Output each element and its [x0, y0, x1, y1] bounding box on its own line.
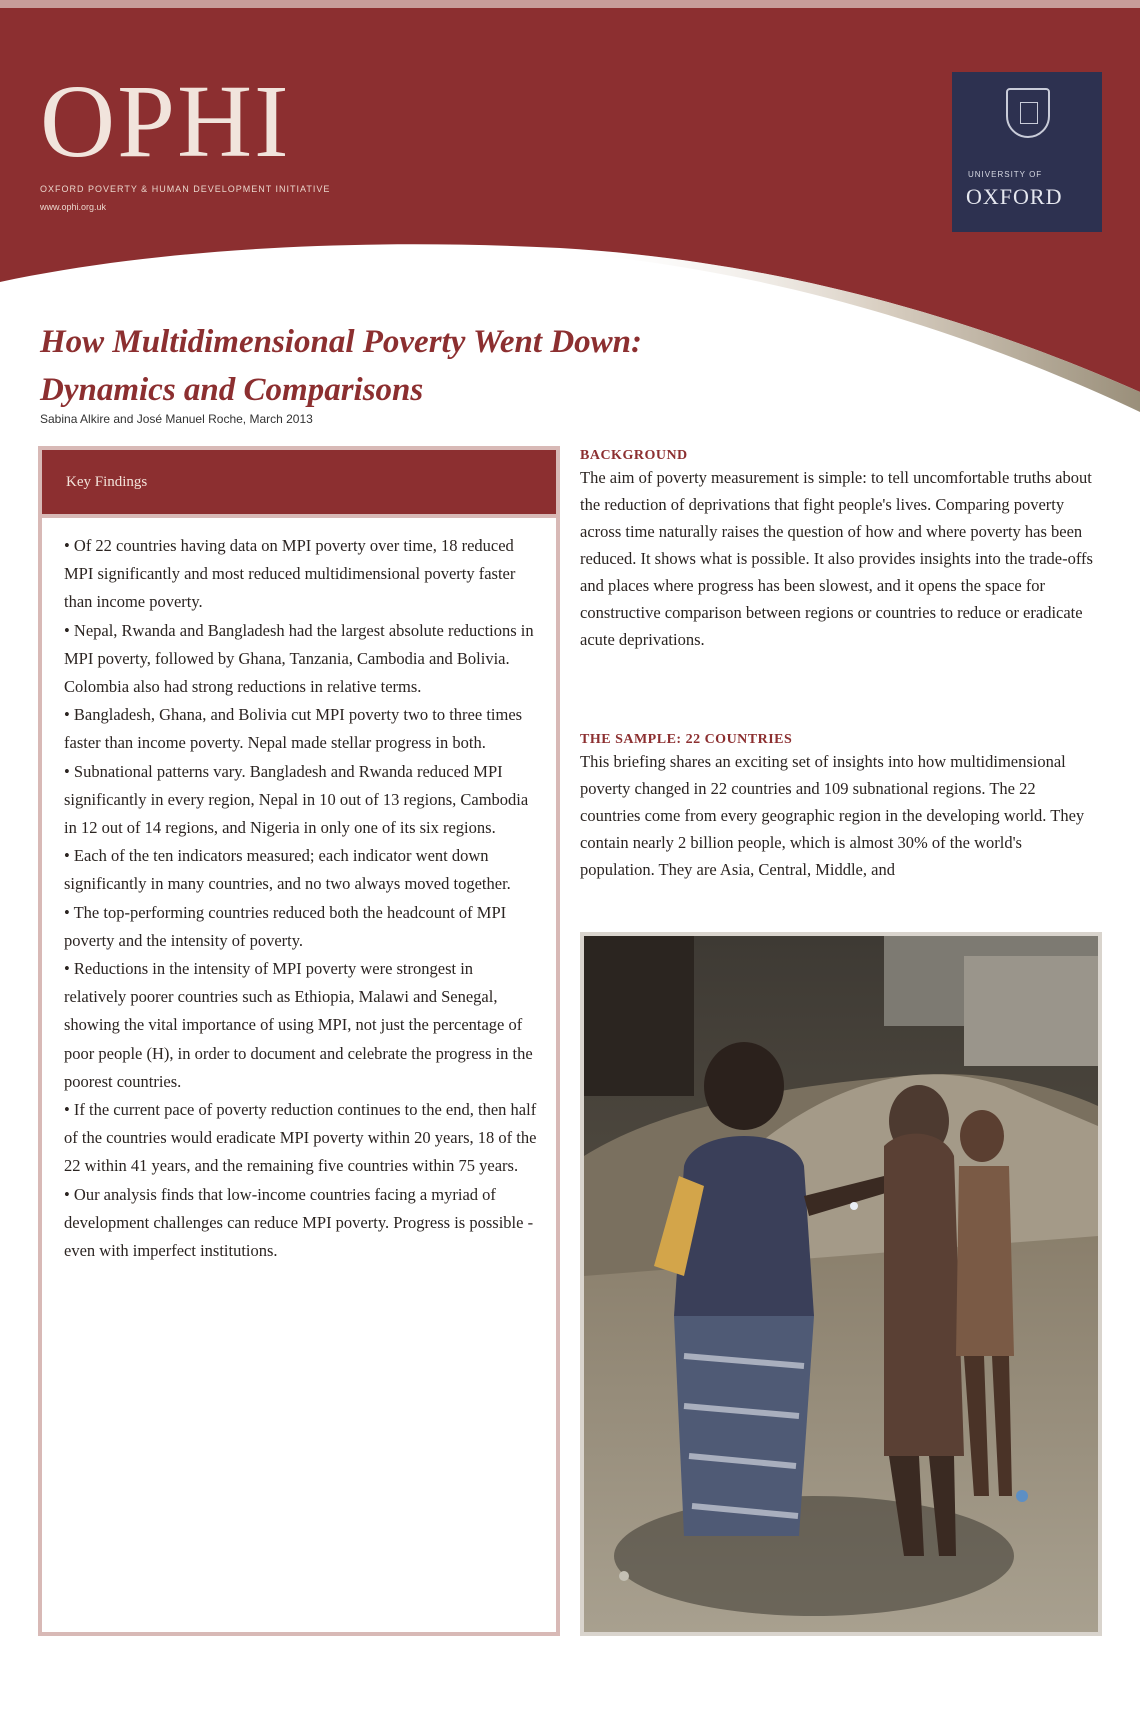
- sample-text: This briefing shares an exciting set of insights into how multidimensional poverty changed in 22 countries and 109 subnational regions. The 22 countries come from every geographic region in the developing world. They contain nearly 2 billion people, which is almost 30% of the world's population. They are Asia, Central, Middle, and: [580, 752, 1085, 879]
- key-findings-heading: Key Findings: [42, 450, 556, 518]
- key-findings-box: [38, 446, 560, 1636]
- background-section: [580, 448, 1100, 653]
- brand-subtitle: OXFORD POVERTY & HUMAN DEVELOPMENT INITIATIVE: [40, 184, 331, 194]
- background-text: The aim of poverty measurement is simple: to tell uncomfortable truths about the reduction of deprivations that fight people's lives. Comparing poverty across time naturally raises the question of how and where poverty has been reduced. It shows what is possible. It also provides insights into the trade-offs and places where progress has been slowest, and it opens the space for constructive comparison between regions or countries to reduce or eradicate acute deprivations.: [580, 468, 1093, 649]
- finding-item: • If the current pace of poverty reduction continues to the end, then half of the countries would eradicate MPI poverty within 20 years, 18 of the 22 within 41 years, and the remaining five countries within 75 years.: [64, 1100, 537, 1176]
- finding-item: • Each of the ten indicators measured; each indicator went down significantly in many countries, and no two always moved together.: [64, 846, 511, 894]
- finding-item: • Subnational patterns vary. Bangladesh and Rwanda reduced MPI significantly in every region, Nepal in 10 out of 13 regions, Cambodia in 12 out of 14 regions, and Nigeria in only one of its six regions.: [64, 761, 529, 838]
- authors-line: Sabina Alkire and José Manuel Roche, March 2013: [40, 412, 313, 426]
- document-title: How Multidimensional Poverty Went Down: Dynamics and Comparisons: [40, 324, 643, 408]
- photo-illustration: [584, 936, 1098, 1632]
- brand-name: OPHI: [40, 64, 291, 179]
- brand-url[interactable]: www.ophi.org.uk: [40, 202, 107, 212]
- finding-item: • The top-performing countries reduced both the headcount of MPI poverty and the intensity of poverty.: [64, 902, 507, 950]
- sample-heading: THE SAMPLE: 22 COUNTRIES: [580, 732, 793, 747]
- key-findings-list: [42, 518, 556, 1265]
- ophi-logo[interactable]: [40, 64, 331, 212]
- sample-section: [580, 732, 1100, 912]
- children-photo: [580, 932, 1102, 1636]
- finding-item: • Of 22 countries having data on MPI poverty over time, 18 reduced MPI significantly and most reduced multidimensional poverty faster than income poverty.: [64, 536, 516, 612]
- university-line: UNIVERSITY OF: [968, 170, 1043, 179]
- finding-item: • Reductions in the intensity of MPI poverty were strongest in relatively poorer countries such as Ethiopia, Malawi and Senegal, showing the vital importance of using MPI, not just the percentage of poor people (H), in order to document and celebrate the progress in the poorest countries.: [64, 959, 533, 1091]
- finding-item: • Nepal, Rwanda and Bangladesh had the largest absolute reductions in MPI poverty, followed by Ghana, Tanzania, Cambodia and Bolivia. Colombia also had strong reductions in relative terms.: [64, 620, 534, 697]
- finding-item: • Our analysis finds that low-income countries facing a myriad of development challenges can reduce MPI poverty. Progress is possible - even with imperfect institutions.: [64, 1184, 534, 1261]
- finding-item: • Bangladesh, Ghana, and Bolivia cut MPI poverty two to three times faster than income poverty. Nepal made stellar progress in both.: [64, 705, 523, 753]
- university-name: OXFORD: [966, 184, 1063, 209]
- oxford-logo[interactable]: [952, 72, 1102, 232]
- oxford-crest-icon: [1006, 88, 1050, 138]
- background-heading: BACKGROUND: [580, 448, 688, 463]
